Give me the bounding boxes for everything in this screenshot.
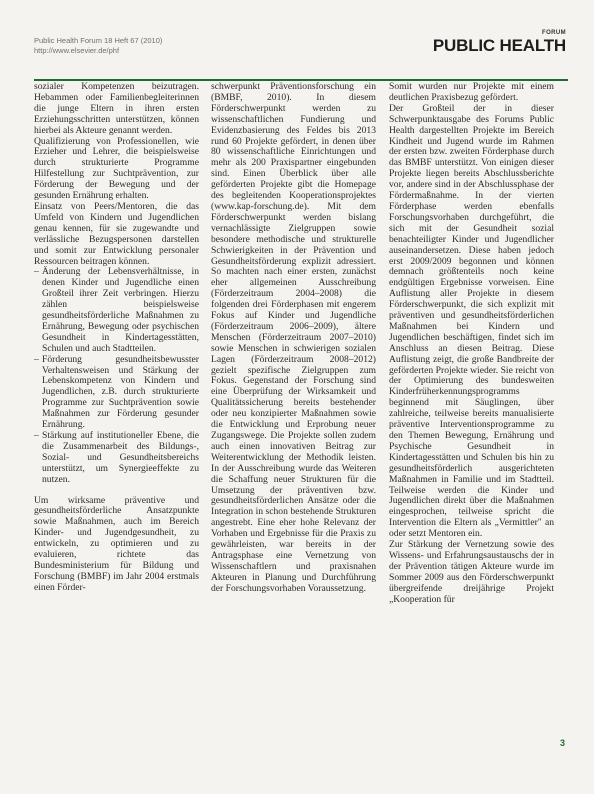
journal-logo-forum: FORUM [542,30,566,36]
journal-reference [34,36,162,56]
bullet-item: – Änderung der Lebensverhältnisse, in denen Kinder und Jugendliche einen Großteil ihrer Zeit verbringen. Hierzu zählen beispielsweise gesundheitsförderliche Maßnahmen zu Ernährung, Bewegung oder psychischen Gesundheit in Kindertagesstätten, Schulen und auch Stadtteilen. [34,267,199,354]
journal-reference-line1: Public Health Forum 18 Heft 67 (2010) [34,36,163,45]
bullet-item: – Stärkung auf institutioneller Ebene, die die Zusammenarbeit des Bildungs-, Sozial- und Gesundheitsbereichs unterstützt, um Synergieeffekte zu nutzen. [34,431,199,486]
paragraph: schwerpunkt Präventionsforschung ein (BMBF, 2010). In diesem Förderschwerpunkt werden zu wissenschaftlichen Fundierung und Evidenzbasierung des Feldes bis 2013 rund 60 Projekte gefördert, in denen über 80 wissenschaftliche Einrichtungen und mehr als 200 Praxispartner eingebunden sind. Einen Überblick über alle geförderten Projekte gibt die Homepage des begleitenden Kooperationsprojektes (www.kap-forschung.de). Mit dem Förderschwerpunkt werden bislang vernachlässigte Zielgruppen sowie besondere methodische und strukturelle Schwierigkeiten in der Prävention und Gesundheitsförderung explizit adressiert. So machten nach einer ersten, zunächst eher allgemeinen Ausschreibung (Förderzeitraum 2004–2008) die folgenden drei Förderphasen mit engerem Fokus auf Kinder und Jugendliche (Förderzeitraum 2006–2009), ältere Menschen (Förderzeitraum 2007–2010) sowie Menschen in schwierigen sozialen Lagen (Förderzeitraum 2008–2012) gezielt spezifische Zielgruppen zum Fokus. Gegenstand der Forschung sind eine Überprüfung der Wirksamkeit und Qualitätssicherung bereits bestehender oder neu konzipierter Maßnahmen sowie die Entwicklung und Erprobung neuer Zugangswege. Die Projekte sollen zudem auch einen innovativen Beitrag zur Weiterentwicklung der Methodik leisten. In der Ausschreibung wurde das Weiteren die Schaffung neuer Strukturen für die Umsetzung der präventiven bzw. gesundheitsförderlichen Ansätze oder die Integration in schon bestehende Strukturen angestrebt. Eine eher hohe Relevanz der Vorhaben und Ergebnisse für die Praxis zu gewährleisten, war bereits in der Antragsphase eine Vernetzung von Wissenschaftlern und praxisnahen Akteuren in Planung und Durchführung der Forschungsvorhaben Voraussetzung. [211,81,376,594]
journal-logo [433,30,566,54]
text-column-3 [389,82,554,606]
paragraph: Qualifizierung von Professionellen, wie Erzieher und Lehrer, die beispielsweise durch strukturierte Programme Hilfestellung zur Suchtprävention, zur Förderung der Bewegung und der gesunden Ernährung erhalten. [34,135,199,202]
bullet-list [34,267,199,485]
paragraph: Somit wurden nur Projekte mit einem deutlichen Praxisbezug gefördert. [389,81,554,103]
paragraph: Der Großteil der in dieser Schwerpunktausgabe des Forums Public Health dargestellten Projekte im Bereich Kindheit und Jugend wurde im Rahmen der ersten bzw. zweiten Förderphase durch das BMBF unterstützt. Von einigen dieser Projekte liegen bereits Abschlussberichte vor, andere sind in der Abschlussphase der Fördermaßnahme. In der vierten Förderphase werden ebenfalls Forschungsvorhaben durchgeführt, die sich mit der Gesundheit sozial benachteiligter Kinder und Jugendlicher auseinandersetzen. Diese haben jedoch erst 2009/2009 begonnen und können demnach größtenteils noch keine endgültigen Ergebnisse vorweisen. Eine Auflistung aller Projekte in diesem Förderschwerpunkt, die sich explizit mit präventiven und gesundheitsförderlichen Maßnahmen bei Kindern und Jugendlichen beschäftigen, findet sich im Anschluss an diesen Beitrag. Diese Auflistung zeigt, die große Bandbreite der geförderten Projekte wieder. Sie reicht von der Optimierung des bundesweiten Kinderfrüherkennungsprogramms beginnend mit Säuglingen, über zahlreiche, teilweise bereits manualisierte präventive Interventionsprogramme zu den Themen Bewegung, Ernährung und Psychische Gesundheit in Kindertagesstätten und Schulen bis hin zu gesundheitsförderlich ausgerichteten Maßnahmen in Familie und im Stadtteil. Teilweise werden die Kinder und Jugendlichen direkt über die Maßnahmen eingesprochen, teilweise spricht die Intervention die Eltern als „Vermittler" an oder setzt Mentoren ein. [389,102,554,540]
paragraph: Zur Stärkung der Vernetzung sowie des Wissens- und Erfahrungsaustauschs der in der Prävention tätigen Akteure wurde im Sommer 2009 aus den Förderschwerpunkt übergreifende dreijährige Projekt „Kooperation für [389,539,554,605]
paragraph: Um wirksame präventive und gesundheitsförderliche Ansatzpunkte sowie Maßnahmen, auch im Bereich Kinder- und Jugendgesundheit, zu entwickeln, zu optimieren und zu evaluieren, richtete das Bundesministerium für Bildung und Forschung (BMBF) im Jahr 2004 erstmals einen Förder- [34,494,199,593]
paragraph: Einsatz von Peers/Mentoren, die das Umfeld von Kindern und Jugendlichen genau kennen, für sie zugewandte und verlässliche Bezugspersonen darstellen und somit zur Entwicklung personaler Ressourcen beitragen können. [34,200,199,267]
bullet-item: – Förderung gesundheitsbewusster Verhaltensweisen und Stärkung der Lebenskompetenz von Kindern und Jugendlichen, z.B. durch strukturierte Programme zur Suchtprävention sowie Maßnahmen zur Förderung gesunder Ernährung. [34,355,199,431]
journal-logo-title: PUBLIC HEALTH [432,36,566,55]
text-column-2 [211,82,376,595]
text-column-1 [34,82,199,594]
journal-reference-url: http://www.elsevier.de/phf [34,46,120,55]
page-number: 3 [559,738,565,748]
paragraph: sozialer Kompetenzen beizutragen. Hebammen oder Familienbegleiterinnen die junge Eltern in ihren ersten Erziehungsschritten unterstützen, können hierbei als Akteure genannt werden. [34,81,199,136]
